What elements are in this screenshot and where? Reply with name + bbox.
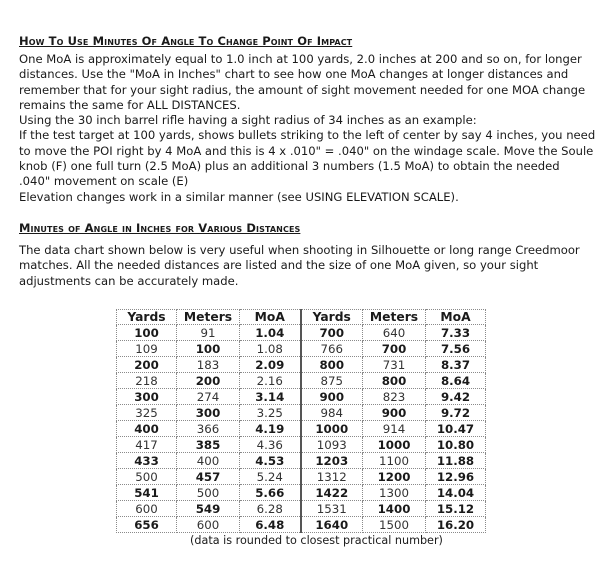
cell-yards: 600	[117, 501, 177, 517]
table-row	[117, 405, 486, 421]
cell-yards: 325	[117, 405, 177, 421]
cell-meters: 100	[177, 341, 240, 357]
cell-moa: 9.42	[426, 389, 486, 405]
cell-moa: 8.64	[426, 373, 486, 389]
cell-meters: 900	[363, 405, 426, 421]
cell-moa: 16.20	[426, 517, 486, 533]
cell-meters: 300	[177, 405, 240, 421]
cell-meters: 640	[363, 325, 426, 341]
cell-moa: 7.56	[426, 341, 486, 357]
cell-moa: 1.08	[240, 341, 301, 357]
cell-yards: 541	[117, 485, 177, 501]
moa-distance-table	[116, 309, 486, 533]
column-header-moa: MoA	[240, 310, 301, 325]
column-header-yards: Yards	[117, 310, 177, 325]
cell-meters: 1200	[363, 469, 426, 485]
cell-yards: 875	[301, 373, 363, 389]
cell-meters: 914	[363, 421, 426, 437]
text-line: distances. Use the "MoA in Inches" chart to see how one MoA changes at longer distances and	[19, 67, 569, 82]
table-row	[117, 501, 486, 517]
cell-yards: 1000	[301, 421, 363, 437]
cell-meters: 400	[177, 453, 240, 469]
table-row	[117, 421, 486, 437]
cell-meters: 183	[177, 357, 240, 373]
cell-moa: 5.24	[240, 469, 301, 485]
cell-yards: 1640	[301, 517, 363, 533]
text-line: If the test target at 100 yards, shows bullets striking to the left of center by say 4 inches, you need	[19, 128, 596, 143]
text-line: One MoA is approximately equal to 1.0 inch at 100 yards, 2.0 inches at 200 and so on, for longer	[19, 52, 582, 66]
cell-moa: 3.25	[240, 405, 301, 421]
cell-meters: 91	[177, 325, 240, 341]
cell-moa: 14.04	[426, 485, 486, 501]
text-line: The data chart shown below is very useful when shooting in Silhouette or long range Creedmoor	[19, 243, 580, 257]
table-row	[117, 341, 486, 357]
cell-moa: 15.12	[426, 501, 486, 517]
cell-yards: 400	[117, 421, 177, 437]
table-row	[117, 389, 486, 405]
cell-moa: 4.53	[240, 453, 301, 469]
table-row	[117, 325, 486, 341]
cell-yards: 1422	[301, 485, 363, 501]
cell-moa: 6.48	[240, 517, 301, 533]
cell-meters: 700	[363, 341, 426, 357]
table-row	[117, 357, 486, 373]
cell-yards: 766	[301, 341, 363, 357]
column-header-moa: MoA	[426, 310, 486, 325]
cell-moa: 2.09	[240, 357, 301, 373]
text-line: knob (F) one full turn (2.5 MoA) plus an additional 3 numbers (1.5 MoA) to obtain the needed	[19, 159, 560, 174]
cell-moa: 9.72	[426, 405, 486, 421]
cell-meters: 731	[363, 357, 426, 373]
paragraph-moa-usage	[19, 52, 596, 205]
section-title-moa-distances: Minutes of Angle in Inches for Various Distances	[19, 221, 301, 235]
cell-yards: 900	[301, 389, 363, 405]
table-row	[117, 469, 486, 485]
table-header-row	[117, 310, 486, 325]
table-row	[117, 485, 486, 501]
cell-yards: 500	[117, 469, 177, 485]
cell-moa: 5.66	[240, 485, 301, 501]
cell-moa: 10.80	[426, 437, 486, 453]
text-line: Elevation changes work in a similar manner (see USING ELEVATION SCALE).	[19, 189, 459, 204]
cell-moa: 4.19	[240, 421, 301, 437]
text-line: to move the POI right by 4 MoA and this is 4 x .010" = .040" on the windage scale. Move the Soule	[19, 143, 594, 158]
cell-yards: 109	[117, 341, 177, 357]
cell-yards: 1203	[301, 453, 363, 469]
cell-meters: 274	[177, 389, 240, 405]
cell-yards: 300	[117, 389, 177, 405]
cell-meters: 800	[363, 373, 426, 389]
cell-moa: 7.33	[426, 325, 486, 341]
cell-yards: 1312	[301, 469, 363, 485]
paragraph-moa-distances	[19, 243, 587, 289]
text-line: remains the same for ALL DISTANCES.	[19, 97, 241, 112]
cell-yards: 984	[301, 405, 363, 421]
cell-moa: 6.28	[240, 501, 301, 517]
cell-meters: 823	[363, 389, 426, 405]
cell-yards: 218	[117, 373, 177, 389]
text-line: .040" movement on scale (E)	[19, 174, 189, 189]
text-line: adjustments can be accurately made.	[19, 273, 239, 288]
cell-yards: 200	[117, 357, 177, 373]
cell-meters: 385	[177, 437, 240, 453]
text-line: matches. All the needed distances are listed and the size of one MoA given, so your sight	[19, 258, 539, 273]
cell-yards: 700	[301, 325, 363, 341]
rounding-note: (data is rounded to closest practical number)	[190, 534, 443, 547]
cell-meters: 200	[177, 373, 240, 389]
cell-meters: 600	[177, 517, 240, 533]
cell-yards: 1093	[301, 437, 363, 453]
cell-moa: 10.47	[426, 421, 486, 437]
cell-meters: 1400	[363, 501, 426, 517]
section-title-moa-usage: How To Use Minutes Of Angle To Change Point Of Impact	[19, 34, 353, 48]
cell-meters: 1300	[363, 485, 426, 501]
cell-meters: 457	[177, 469, 240, 485]
cell-moa: 11.88	[426, 453, 486, 469]
cell-yards: 100	[117, 325, 177, 341]
cell-yards: 656	[117, 517, 177, 533]
cell-yards: 433	[117, 453, 177, 469]
cell-moa: 12.96	[426, 469, 486, 485]
cell-moa: 2.16	[240, 373, 301, 389]
column-header-meters: Meters	[363, 310, 426, 325]
cell-moa: 3.14	[240, 389, 301, 405]
cell-meters: 1000	[363, 437, 426, 453]
table-row	[117, 373, 486, 389]
cell-moa: 1.04	[240, 325, 301, 341]
table-row	[117, 517, 486, 533]
column-header-meters: Meters	[177, 310, 240, 325]
cell-yards: 1531	[301, 501, 363, 517]
cell-yards: 417	[117, 437, 177, 453]
cell-meters: 1100	[363, 453, 426, 469]
cell-meters: 549	[177, 501, 240, 517]
table-row	[117, 437, 486, 453]
cell-meters: 500	[177, 485, 240, 501]
text-line: remember that for your sight radius, the amount of sight movement needed for one MOA change	[19, 82, 586, 97]
table-row	[117, 453, 486, 469]
cell-moa: 8.37	[426, 357, 486, 373]
column-header-yards: Yards	[301, 310, 363, 325]
cell-meters: 366	[177, 421, 240, 437]
text-line: Using the 30 inch barrel rifle having a sight radius of 34 inches as an example:	[19, 113, 477, 128]
cell-moa: 4.36	[240, 437, 301, 453]
cell-meters: 1500	[363, 517, 426, 533]
cell-yards: 800	[301, 357, 363, 373]
